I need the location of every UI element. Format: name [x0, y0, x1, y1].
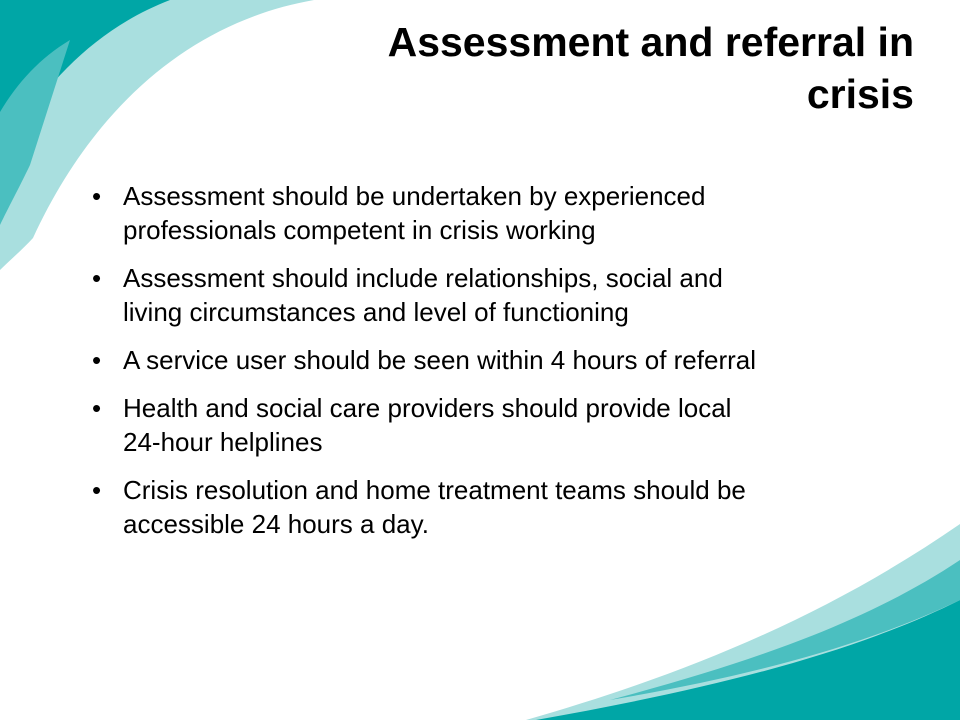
bullet-line: accessible 24 hours a day.	[123, 509, 429, 539]
bullet-glyph: •	[92, 263, 102, 293]
bullet-item	[92, 343, 912, 377]
bullet-list	[92, 179, 912, 555]
slide-title	[214, 16, 914, 120]
bullet-glyph: •	[92, 181, 102, 211]
bullet-line: Assessment should include relationships, social and	[123, 263, 723, 293]
bullet-glyph: •	[92, 475, 102, 505]
bullet-glyph: •	[92, 393, 102, 423]
bullet-line: Assessment should be undertaken by experienced	[123, 181, 706, 211]
bullet-item	[92, 261, 912, 329]
bullet-text	[123, 179, 705, 247]
bullet-item	[92, 179, 912, 247]
bullet-line: living circumstances and level of functioning	[123, 297, 629, 327]
bullet-line: A service user should be seen within 4 hours of referral	[123, 345, 757, 375]
bullet-line: professionals competent in crisis working	[123, 215, 596, 245]
bullet-line: Health and social care providers should provide local	[123, 393, 732, 423]
bullet-item	[92, 391, 912, 459]
slide-title-line-2: crisis	[806, 71, 914, 117]
bullet-text	[123, 343, 756, 377]
bullet-text	[123, 473, 746, 541]
bullet-glyph: •	[92, 345, 102, 375]
bullet-line: 24-hour helplines	[123, 427, 323, 457]
slide-title-line-1: Assessment and referral in	[387, 19, 914, 65]
bullet-item	[92, 473, 912, 541]
bullet-line: Crisis resolution and home treatment teams should be	[123, 475, 746, 505]
bullet-text	[123, 261, 723, 329]
bullet-text	[123, 391, 731, 459]
